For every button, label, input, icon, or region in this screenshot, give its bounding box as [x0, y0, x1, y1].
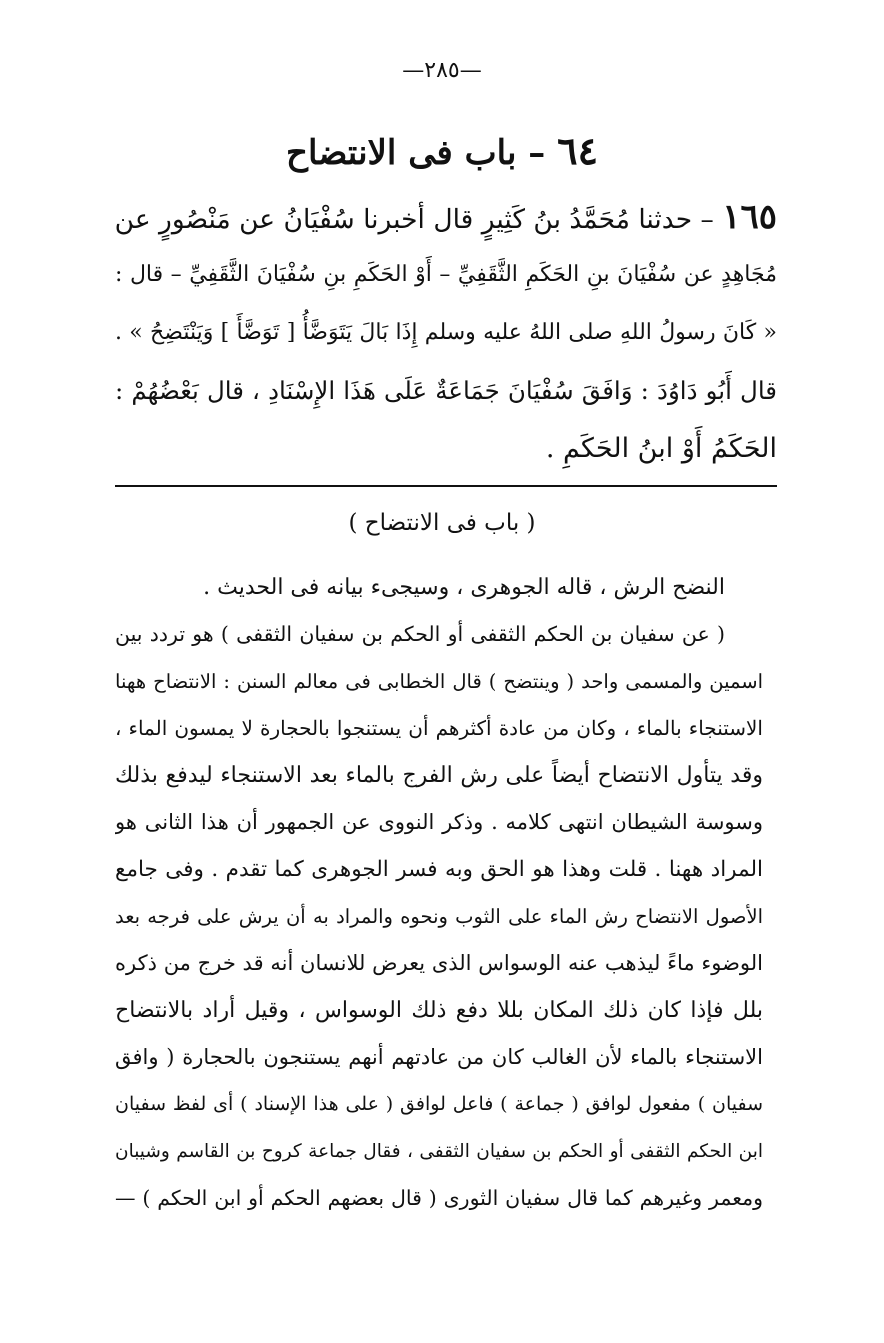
commentary-line: اسمين والمسمى واحد ( وينتضح ) قال الخطابى فى معالم السنن : الانتضاح ههنا [115, 670, 763, 693]
hadith-line-text: – حدثنا مُحَمَّدُ بنُ كَثِيرٍ قال أخبرنا سُفْيَانُ عن مَنْصُورٍ عن [115, 204, 714, 235]
hadith-line [115, 188, 777, 246]
commentary-heading: ( باب فى الانتضاح ) [348, 510, 536, 536]
hadith-line: « كَانَ رسولُ اللهِ صلى اللهُ عليه وسلم إِذَا بَالَ يَتَوَضَّأُ [ تَوَضَّأَ ] وَيَنْتَضِحُ » . [115, 320, 777, 345]
commentary-line: الاستنجاء بالماء ، وكان من عادة أكثرهم أن يستنجوا بالحجارة لا يمسون الماء ، [115, 716, 763, 740]
hadith-line: قال أَبُو دَاوُدَ : وَافَقَ سُفْيَانَ جَمَاعَةٌ عَلَى هَذَا الإِسْنَادِ ، قال بَعْضُهُمْ : [115, 376, 777, 405]
commentary-line: ومعمر وغيرهم كما قال سفيان الثورى ( قال بعضهم الحكم أو ابن الحكم ) — [115, 1186, 763, 1210]
footnote-divider [115, 485, 777, 487]
hadith-text [115, 188, 777, 478]
chapter-title: باب فى الانتضاح [286, 133, 517, 173]
commentary-line: بلل فإذا كان ذلك المكان بللا دفع ذلك الوسواس ، وقيل أراد بالانتضاح [115, 998, 763, 1023]
hadith-line: الحَكَمُ أَوْ ابنُ الحَكَمِ . [545, 433, 777, 464]
commentary-line: النضح الرش ، قاله الجوهرى ، وسيجىء بيانه فى الحديث . [203, 575, 725, 600]
commentary-line: الأصول الانتضاح رش الماء على الثوب ونحوه والمراد به أن يرش على فرجه بعد [115, 905, 763, 928]
hadith-number: ١٦٥ [722, 197, 777, 237]
commentary-line: الاستنجاء بالماء لأن الغالب كان من عادتهم أنهم يستنجون بالحجارة ( وافق [115, 1045, 763, 1069]
chapter-number: ٦٤ [557, 128, 598, 173]
commentary-line: المراد ههنا . قلت وهذا هو الحق وبه فسر الجوهرى كما تقدم . وفى جامع [115, 857, 763, 882]
commentary-text [115, 564, 763, 1222]
chapter-dash: – [516, 133, 558, 173]
commentary-line: ( عن سفيان بن الحكم الثقفى أو الحكم بن سفيان الثقفى ) هو تردد بين [115, 622, 725, 646]
commentary-line: ابن الحكم الثقفى أو الحكم بن سفيان الثقفى ، فقال جماعة كروح بن القاسم وشيبان [115, 1141, 763, 1162]
commentary-line: الوضوء ماءً ليذهب عنه الوسواس الذى يعرض للانسان أنه قد خرج من ذكره [115, 951, 763, 975]
commentary-line: وقد يتأول الانتضاح أيضاً على رش الفرج بالماء بعد الاستنجاء ليدفع بذلك [115, 763, 763, 788]
page-number: —٢٨٥— [402, 58, 482, 83]
commentary-line: سفيان ) مفعول لوافق ( جماعة ) فاعل لوافق ( على هذا الإسناد ) أى لفظ سفيان [115, 1093, 763, 1115]
commentary-line: وسوسة الشيطان انتهى كلامه . وذكر النووى عن الجمهور أن هذا الثانى هو [115, 810, 763, 834]
hadith-line: مُجَاهِدٍ عن سُفْيَانَ بنِ الحَكَمِ الثَّقَفِيِّ – أَوْ الحَكَمِ بنِ سُفْيَانَ الثَّقَفِيِّ – قال : [115, 262, 777, 287]
chapter-heading [0, 128, 884, 173]
